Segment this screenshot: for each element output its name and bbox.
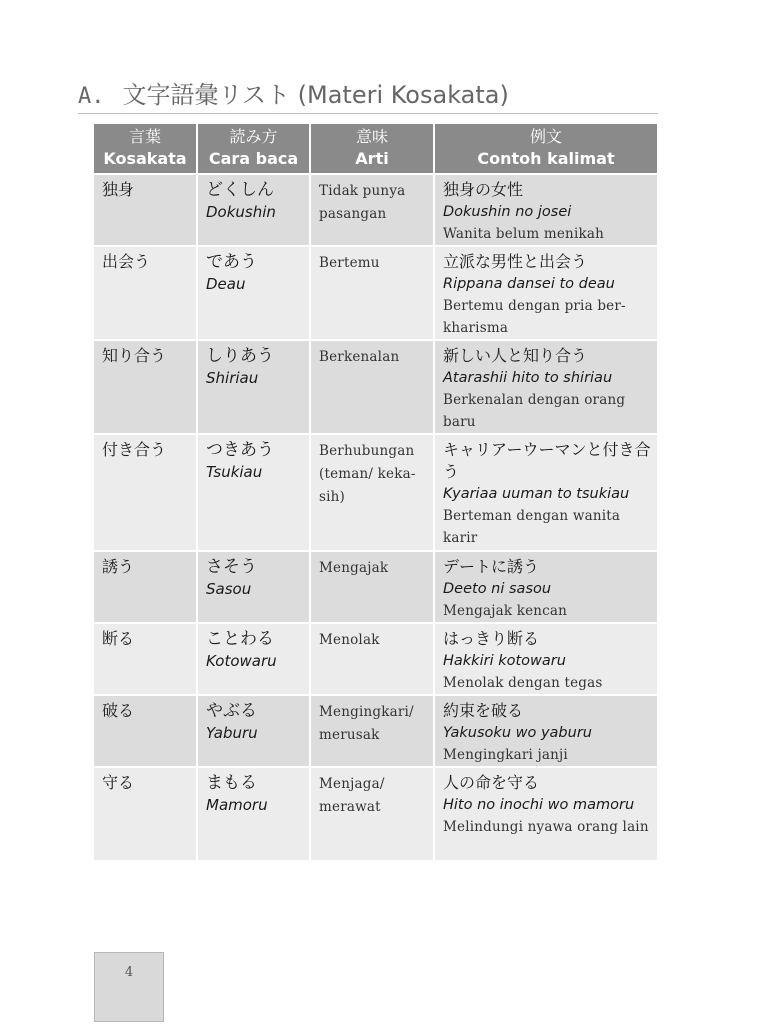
reading-cell (197, 174, 310, 246)
example-romaji: Rippana dansei to deau (443, 276, 615, 292)
example-cell (434, 340, 657, 434)
section-title (78, 80, 658, 114)
meaning-cell (310, 340, 434, 434)
reading-cell (197, 623, 310, 695)
example-romaji: Kyariaa uuman to tsukiau (443, 486, 630, 502)
example-romaji: Hakkiri kotowaru (443, 653, 566, 669)
reading-kana: さそう (206, 557, 257, 577)
example-id: Mengajak kencan (443, 603, 568, 619)
example-id: Menolak dengan tegas (443, 675, 603, 691)
table-row (94, 623, 657, 695)
example-romaji: Hito no inochi wo mamoru (443, 797, 635, 813)
meaning-cell (310, 767, 434, 860)
example-id: Mengingkari janji (443, 747, 568, 763)
word: 付き合う (102, 440, 167, 459)
meaning: Menolak (319, 632, 380, 648)
reading-kana: どくしん (206, 180, 274, 200)
word: 誘う (102, 557, 135, 576)
header-cara-baca (197, 124, 310, 174)
vocabulary-table (94, 124, 657, 860)
example-jp: 人の命を守る (443, 773, 540, 792)
example-id: Bertemu dengan pria ber-kharisma (443, 298, 626, 336)
reading-cell (197, 695, 310, 767)
word-cell (94, 623, 197, 695)
table-row (94, 340, 657, 434)
example-id: Berkenalan dengan orang baru (443, 392, 626, 430)
example-cell (434, 246, 657, 340)
word: 守る (102, 773, 135, 792)
header-ja: 言葉 (128, 127, 161, 146)
example-jp: キャリアーウーマンと付き合う (443, 440, 651, 481)
reading-cell (197, 767, 310, 860)
example-id: Berteman dengan wanita karir (443, 508, 621, 546)
example-cell (434, 434, 657, 551)
table-row (94, 767, 657, 860)
reading-romaji: Deau (206, 275, 246, 293)
table-row (94, 551, 657, 623)
example-romaji: Atarashii hito to shiriau (443, 370, 613, 386)
meaning-cell (310, 174, 434, 246)
table-row (94, 246, 657, 340)
example-jp: 独身の女性 (443, 180, 524, 199)
example-jp: はっきり断る (443, 629, 540, 648)
word-cell (94, 695, 197, 767)
word-cell (94, 340, 197, 434)
header-id: Cara baca (208, 149, 299, 168)
word: 知り合う (102, 346, 167, 365)
meaning-cell (310, 434, 434, 551)
reading-romaji: Kotowaru (206, 652, 277, 670)
reading-romaji: Mamoru (206, 796, 268, 814)
reading-romaji: Yaburu (206, 724, 258, 742)
header-contoh-kalimat (434, 124, 657, 174)
example-cell (434, 551, 657, 623)
reading-cell (197, 246, 310, 340)
meaning: Menjaga/ merawat (319, 776, 385, 815)
meaning-cell (310, 551, 434, 623)
word: 出会う (102, 252, 151, 271)
section-title-text: 文字語彙リスト (Materi Kosakata) (122, 81, 509, 109)
header-ja: 読み方 (229, 127, 278, 146)
word-cell (94, 551, 197, 623)
header-arti (310, 124, 434, 174)
example-cell (434, 695, 657, 767)
example-jp: 新しい人と知り合う (443, 346, 588, 365)
example-romaji: Deeto ni sasou (443, 581, 552, 597)
word-cell (94, 434, 197, 551)
meaning: Berhubungan (teman/ keka-sih) (319, 443, 416, 505)
meaning-cell (310, 623, 434, 695)
reading-kana: しりあう (206, 346, 274, 366)
table-row (94, 174, 657, 246)
word-cell (94, 174, 197, 246)
example-id: Melindungi nyawa orang lain (443, 819, 649, 835)
example-jp: 約束を破る (443, 701, 524, 720)
meaning-cell (310, 246, 434, 340)
reading-cell (197, 340, 310, 434)
example-cell (434, 767, 657, 860)
reading-romaji: Dokushin (206, 203, 276, 221)
meaning: Mengajak (319, 560, 389, 576)
reading-kana: であう (206, 252, 257, 272)
table-body (94, 174, 657, 860)
table-row (94, 695, 657, 767)
table-row (94, 434, 657, 551)
meaning: Bertemu (319, 255, 380, 271)
word: 独身 (102, 180, 135, 199)
word-cell (94, 767, 197, 860)
example-jp: デートに誘う (443, 557, 540, 576)
reading-kana: まもる (206, 773, 257, 793)
reading-kana: ことわる (206, 629, 274, 649)
meaning: Berkenalan (319, 349, 400, 365)
example-romaji: Dokushin no josei (443, 204, 572, 220)
reading-cell (197, 434, 310, 551)
reading-romaji: Shiriau (206, 369, 259, 387)
word: 断る (102, 629, 135, 648)
header-id: Contoh kalimat (477, 149, 615, 168)
example-jp: 立派な男性と出会う (443, 252, 588, 271)
meaning: Mengingkari/ merusak (319, 704, 414, 743)
header-ja: 意味 (355, 127, 388, 146)
section-letter: A. (78, 84, 105, 109)
header-ja: 例文 (529, 127, 562, 146)
header-kosakata (94, 124, 197, 174)
meaning-cell (310, 695, 434, 767)
example-cell (434, 623, 657, 695)
page-number: 4 (94, 952, 164, 1022)
header-id: Arti (355, 149, 389, 168)
word: 破る (102, 701, 135, 720)
reading-kana: やぶる (206, 701, 257, 721)
reading-cell (197, 551, 310, 623)
meaning: Tidak punya pasangan (319, 183, 406, 222)
word-cell (94, 246, 197, 340)
table-header-row (94, 124, 657, 174)
reading-romaji: Tsukiau (206, 463, 263, 481)
reading-kana: つきあう (206, 440, 274, 460)
reading-romaji: Sasou (206, 580, 252, 598)
header-id: Kosakata (103, 149, 187, 168)
example-id: Wanita belum menikah (443, 226, 604, 242)
example-romaji: Yakusoku wo yaburu (443, 725, 592, 741)
example-cell (434, 174, 657, 246)
